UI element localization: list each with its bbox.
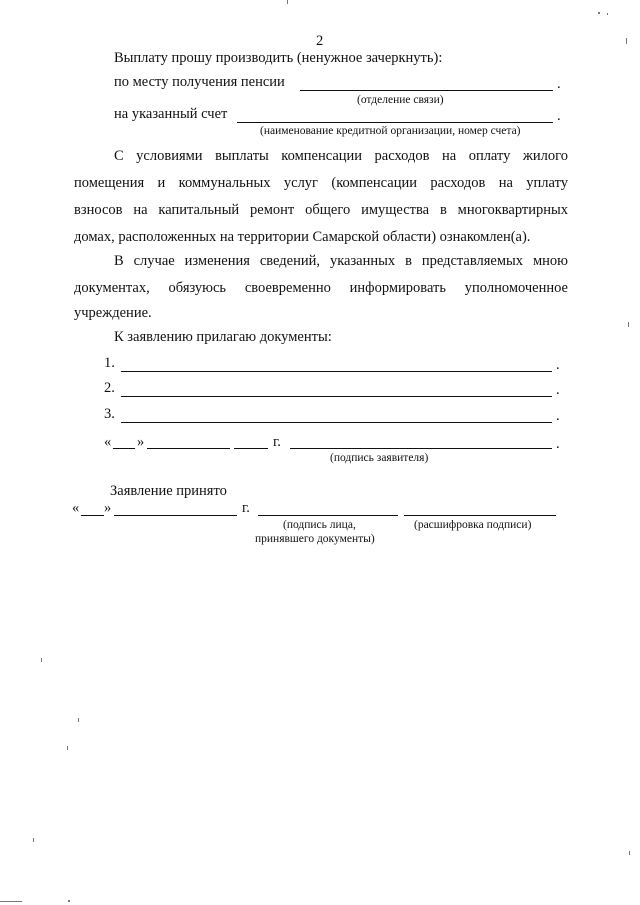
scan-speck [67, 746, 68, 750]
signature-hint: (подпись заявителя) [330, 452, 429, 464]
scan-speck [68, 900, 70, 902]
account-option-dot: . [557, 108, 561, 124]
account-option-hint: (наименование кредитной организации, номер счета) [260, 125, 521, 137]
scan-speck [607, 13, 608, 15]
changes-line-2: документах, обязуюсь своевременно информировать уполномоченное [74, 280, 568, 296]
signature-quote-open: « [104, 434, 112, 450]
conditions-line-3: взносов на капитальный ремонт общего имущества в многоквартирных [74, 202, 568, 218]
conditions-line-2: помещения и коммунальных услуг (компенсации расходов на уплату [74, 175, 568, 191]
document-item-2-line[interactable] [121, 396, 552, 397]
document-item-1-dot: . [556, 357, 560, 373]
accepted-decode-hint: (расшифровка подписи) [414, 519, 532, 531]
signature-month-line[interactable] [147, 448, 230, 449]
accepted-heading: Заявление принято [110, 483, 227, 499]
document-item-3-line[interactable] [121, 422, 552, 423]
document-item-3-number: 3. [104, 406, 115, 422]
accepted-decode-line[interactable] [404, 515, 556, 516]
conditions-line-1: С условиями выплаты компенсации расходов на оплату жилого [114, 148, 568, 164]
accepted-year-suffix: г. [242, 500, 250, 516]
document-item-2-dot: . [556, 382, 560, 398]
scan-speck [626, 38, 627, 44]
accepted-quote-open: « [72, 500, 80, 516]
changes-line-3: учреждение. [74, 305, 152, 321]
signature-year-suffix: г. [273, 434, 281, 450]
account-option-line[interactable] [237, 122, 553, 123]
signature-quote-close: » [137, 434, 145, 450]
scan-speck [33, 838, 34, 842]
page-number: 2 [316, 33, 324, 49]
accepted-quote-close: » [104, 500, 112, 516]
document-item-1-line[interactable] [121, 371, 552, 372]
documents-heading: К заявлению прилагаю документы: [114, 329, 332, 345]
pension-option-hint: (отделение связи) [357, 94, 444, 106]
document-item-2-number: 2. [104, 380, 115, 396]
account-option-label: на указанный счет [114, 106, 228, 122]
scan-speck [287, 0, 288, 4]
document-item-1-number: 1. [104, 355, 115, 371]
signature-day-line[interactable] [113, 448, 135, 449]
changes-line-1: В случае изменения сведений, указанных в представляемых мною [114, 253, 568, 269]
signature-line[interactable] [290, 448, 552, 449]
accepted-day-line[interactable] [81, 515, 104, 516]
scan-speck [0, 901, 22, 902]
scan-speck [41, 658, 42, 662]
scan-speck [598, 12, 600, 14]
accepted-signature-line[interactable] [258, 515, 398, 516]
payment-heading: Выплату прошу производить (ненужное зачеркнуть): [114, 50, 443, 66]
pension-option-dot: . [557, 76, 561, 92]
scan-speck [628, 322, 629, 327]
conditions-line-4: домах, расположенных на территории Самарской области) ознакомлен(а). [74, 229, 531, 245]
scan-speck [629, 851, 630, 855]
pension-option-line[interactable] [300, 90, 553, 91]
pension-option-label: по месту получения пенсии [114, 74, 285, 90]
signature-dot: . [556, 436, 560, 452]
document-item-3-dot: . [556, 408, 560, 424]
accepted-month-line[interactable] [114, 515, 237, 516]
scan-speck [78, 718, 79, 722]
accepted-signature-hint-1: (подпись лица, [283, 519, 356, 531]
accepted-signature-hint-2: принявшего документы) [255, 533, 375, 545]
signature-year-line[interactable] [234, 448, 268, 449]
